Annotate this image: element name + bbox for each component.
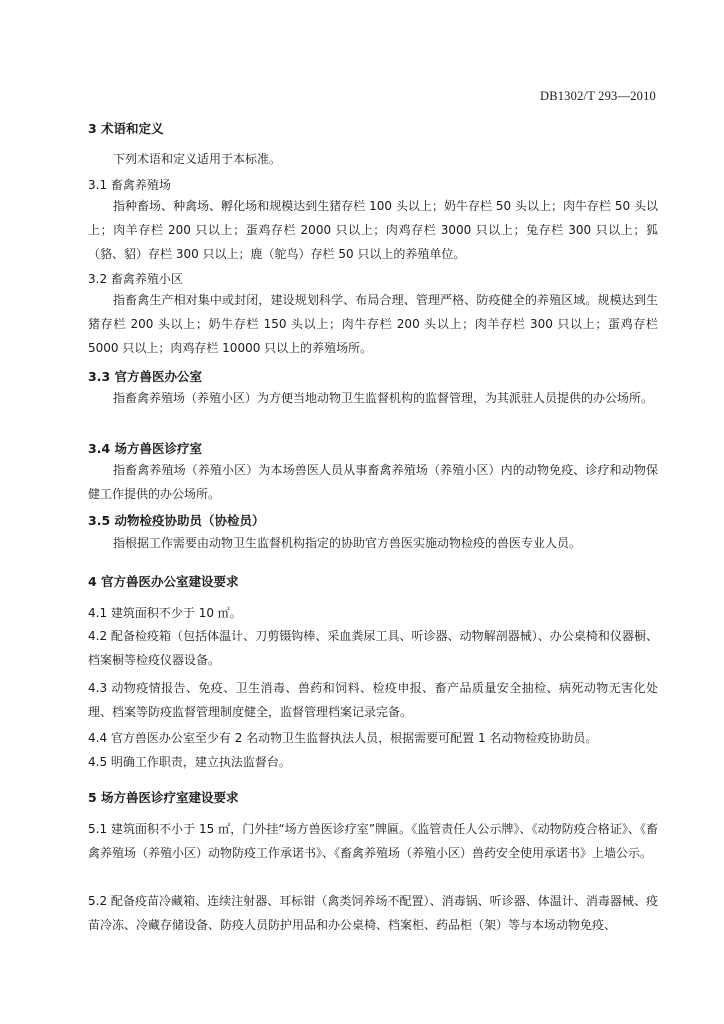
term-3-4-heading: 3.4 场方兽医诊疗室	[88, 441, 202, 456]
item-5-1: 5.1 建筑面积不小于 15 ㎡，门外挂“场方兽医诊疗室”牌匾。《监管责任人公示牌》、《动物防疫合格证》、《畜禽养殖场（养殖小区）动物防疫工作承诺书》、《畜禽养殖场（养殖小区）兽药安全使用承诺书》上墙公示。	[88, 822, 658, 860]
term-3-3-body: 指畜禽养殖场（养殖小区）为方便当地动物卫生监督机构的监督管理，为其派驻人员提供的办公场所。	[113, 391, 654, 405]
item-5-2: 5.2 配备疫苗冷藏箱、连续注射器、耳标钳（禽类饲养场不配置）、消毒锅、听诊器、体温计、消毒器械、疫苗冷冻、冷藏存储设备、防疫人员防护用品和办公桌椅、档案柜、药品柜（架）等与本场动物免疫、	[88, 894, 658, 932]
section-3-intro: 下列术语和定义适用于本标准。	[113, 152, 282, 166]
section-3-heading: 3 术语和定义	[88, 121, 164, 136]
term-3-5-heading: 3.5 动物检疫协助员（协检员）	[88, 513, 265, 528]
term-3-2-body: 指畜禽生产相对集中或封闭，建设规划科学、布局合理、管理严格、防疫健全的养殖区域。规模达到生猪存栏 200 头以上；奶牛存栏 150 头以上；肉牛存栏 200 头以上；肉羊存栏 300 只以上；蛋鸡存栏 5000 只以上；肉鸡存栏 10000 只以上的养殖场所。	[88, 293, 658, 355]
term-3-4-body: 指畜禽养殖场（养殖小区）为本场兽医人员从事畜禽养殖场（养殖小区）内的动物免疫、诊疗和动物保健工作提供的办公场所。	[88, 463, 658, 501]
term-3-1-body: 指种畜场、种禽场、孵化场和规模达到生猪存栏 100 头以上；奶牛存栏 50 头以上；肉牛存栏 50 头以上；肉羊存栏 200 只以上；蛋鸡存栏 2000 只以上；肉鸡存栏 3000 只以上；兔存栏 300 只以上；狐（貉、貂）存栏 300 只以上；鹿（鸵鸟）存栏 50 只以上的养殖单位。	[88, 199, 658, 261]
item-4-1: 4.1 建筑面积不少于 10 ㎡。	[88, 606, 242, 620]
term-3-2-heading: 3.2 畜禽养殖小区	[88, 272, 183, 286]
term-3-3-heading: 3.3 官方兽医办公室	[88, 369, 202, 384]
item-4-3: 4.3 动物疫情报告、免疫、卫生消毒、兽药和饲料、检疫申报、畜产品质量安全抽检、病死动物无害化处理、档案等防疫监督管理制度健全，监督管理档案记录完备。	[88, 681, 658, 719]
term-3-5-body: 指根据工作需要由动物卫生监督机构指定的协助官方兽医实施动物检疫的兽医专业人员。	[113, 536, 582, 550]
item-4-2: 4.2 配备检疫箱（包括体温计、刀剪镊钩棒、采血粪尿工具、听诊器、动物解剖器械）、办公桌椅和仪器橱、档案橱等检疫仪器设备。	[88, 629, 658, 667]
item-4-5: 4.5 明确工作职责，建立执法监督台。	[88, 755, 291, 769]
term-3-1-heading: 3.1 畜禽养殖场	[88, 178, 171, 192]
section-5-heading: 5 场方兽医诊疗室建设要求	[88, 790, 239, 805]
standard-code: DB1302/T 293—2010	[539, 89, 656, 103]
section-4-heading: 4 官方兽医办公室建设要求	[88, 574, 239, 589]
item-4-4: 4.4 官方兽医办公室至少有 2 名动物卫生监督执法人员，根据需要可配置 1 名动物检疫协助员。	[88, 731, 598, 745]
